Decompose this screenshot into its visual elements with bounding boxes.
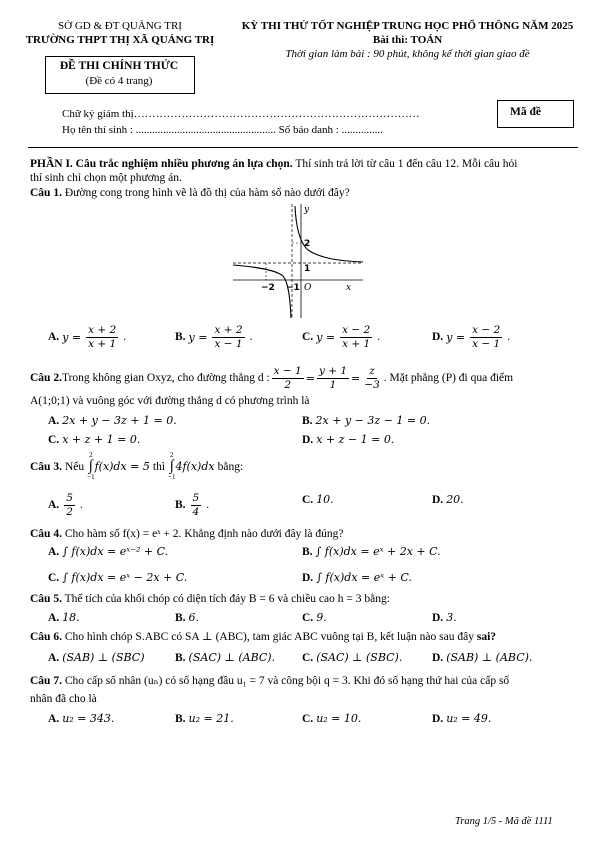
option-text: 20. (446, 493, 464, 506)
q1-option-c[interactable] (302, 325, 380, 349)
q1-option-d[interactable] (432, 325, 510, 349)
q2-frac-x (272, 366, 304, 390)
q2-frac-y-num: y + 1 (318, 365, 348, 377)
option-text: 9. (316, 611, 327, 624)
fraction-numerator: 5 (66, 492, 73, 504)
q3-lower-1: −1 (87, 473, 95, 481)
exam-title: KỲ THI THỬ TỐT NGHIỆP TRUNG HỌC PHỔ THÔNG NĂM 2025 (241, 20, 574, 32)
part1-title: PHẦN I. Câu trắc nghiệm nhiều phương án lựa chọn. (30, 158, 293, 170)
q1-option-b[interactable] (175, 325, 252, 349)
q4-option-d[interactable] (302, 571, 412, 584)
option-letter: C. (302, 493, 314, 506)
header-divider (28, 147, 578, 148)
q2-option-d[interactable] (302, 433, 394, 446)
q2-frac-z (362, 366, 381, 390)
q4-option-a[interactable] (48, 545, 168, 558)
q1-graph (228, 198, 368, 320)
q4-option-c[interactable] (48, 571, 187, 584)
official-label: ĐỀ THI CHÍNH THỨC (59, 60, 179, 72)
option-fraction (340, 325, 372, 349)
option-letter: C. (302, 712, 314, 725)
option-letter: D. (302, 433, 314, 446)
q3-option-a[interactable] (48, 493, 83, 517)
option-letter: D. (432, 651, 444, 664)
q6-option-c[interactable] (302, 651, 402, 664)
fraction-numerator: 5 (192, 492, 200, 504)
option-letter: B. (175, 611, 186, 624)
q3-option-c[interactable] (302, 493, 334, 506)
option-letter: A. (48, 651, 60, 664)
option-letter: B. (175, 331, 186, 343)
option-prefix: y = (188, 330, 208, 344)
option-suffix: . (507, 331, 511, 343)
fraction-numerator: x − 2 (342, 324, 371, 336)
q5-stem (30, 593, 390, 605)
option-fraction (191, 493, 202, 517)
header-school: TRƯỜNG THPT THỊ XÃ QUẢNG TRỊ (25, 34, 215, 46)
page-footer: Trang 1/5 - Mã đề 1111 (455, 816, 553, 827)
part1-line2: thí sinh chỉ chọn một phương án. (30, 172, 182, 184)
option-text: 2x + y − 3z − 1 = 0. (315, 414, 431, 427)
q6-option-b[interactable] (175, 651, 275, 664)
q4-option-b[interactable] (302, 545, 441, 558)
fraction-denominator: x − 1 (472, 337, 501, 350)
option-suffix: . (79, 499, 83, 511)
q4-stem (30, 528, 344, 540)
q2-stem (30, 366, 513, 390)
q2-frac-x-num: x − 1 (273, 365, 302, 377)
option-suffix: . (249, 331, 253, 343)
option-letter: C. (302, 651, 314, 664)
part1-instructions: Thí sinh trả lời từ câu 1 đến câu 12. Mỗi câu hỏi (292, 158, 518, 170)
option-fraction (86, 325, 118, 349)
q7-option-c[interactable] (302, 712, 361, 725)
q3-text-3: bằng: (217, 460, 244, 473)
option-letter: A. (48, 545, 60, 558)
q5-option-c[interactable] (302, 611, 327, 624)
option-text: x + z + 1 = 0. (62, 433, 141, 446)
q2-text-1: Trong không gian Oxyz, cho đường thẳng d : (61, 372, 270, 384)
q6-sai: sai? (476, 631, 497, 643)
integral-sign-icon: ∫ (169, 458, 174, 474)
exam-time: Thời gian làm bài : 90 phút, không kể thời gian giao đề (285, 48, 530, 60)
part1-heading (30, 158, 517, 170)
option-text: ∫ f(x)dx = eˣ + 2x + C. (315, 545, 441, 558)
option-fraction (212, 325, 244, 349)
q3-upper-2: 2 (170, 451, 174, 459)
option-suffix: . (123, 331, 127, 343)
fraction-denominator: x − 1 (214, 337, 243, 350)
q1-text: Đường cong trong hình vẽ là đồ thị của hàm số nào dưới đây? (61, 187, 350, 199)
q3-option-b[interactable] (175, 493, 209, 517)
option-text: u₂ = 343. (62, 712, 115, 725)
q3-label: Câu 3. (30, 460, 62, 473)
q7-option-b[interactable] (175, 712, 234, 725)
option-letter: B. (175, 499, 186, 511)
graph-origin: O (304, 283, 312, 293)
q3-upper-1: 2 (89, 451, 93, 459)
option-text: 3. (446, 611, 457, 624)
fraction-denominator: 4 (192, 505, 200, 518)
q3-integrand-2: 4f(x)dx (175, 460, 215, 473)
option-text: ∫ f(x)dx = eˣ − 2x + C. (62, 571, 188, 584)
graph-x-label: x (346, 283, 352, 293)
q2-frac-y-den: 1 (329, 378, 337, 391)
q3-integral-2 (168, 452, 215, 481)
fraction-numerator: x + 2 (88, 324, 117, 336)
option-text: u₂ = 10. (316, 712, 362, 725)
q6-option-d[interactable] (432, 651, 532, 664)
option-text: ∫ f(x)dx = eˣ⁻² + C. (62, 545, 169, 558)
option-letter: D. (432, 712, 444, 725)
option-letter: B. (175, 712, 186, 725)
option-letter: C. (48, 433, 60, 446)
fraction-denominator: x + 1 (342, 337, 371, 350)
option-text: 10. (316, 493, 334, 506)
q3-option-d[interactable] (432, 493, 464, 506)
exam-subject: Bài thi: TOÁN (372, 34, 443, 46)
q6-label: Câu 6. (30, 631, 62, 643)
option-letter: A. (48, 414, 60, 427)
q3-lower-2: −1 (168, 473, 176, 481)
q5-option-b[interactable] (175, 611, 199, 624)
q2-eq1: = (305, 371, 315, 385)
option-letter: B. (175, 651, 186, 664)
q7-line2: nhân đã cho là (30, 693, 97, 705)
q5-text: Thể tích của khối chóp có diện tích đáy B = 6 và chiều cao h = 3 bằng: (61, 593, 390, 605)
q1-option-a[interactable] (48, 325, 126, 349)
q2-label: Câu 2. (30, 372, 62, 384)
option-letter: B. (302, 545, 313, 558)
option-text: u₂ = 21. (188, 712, 234, 725)
fraction-denominator: x + 1 (88, 337, 117, 350)
option-text: x + z − 1 = 0. (316, 433, 395, 446)
option-letter: A. (48, 611, 60, 624)
integral-sign-icon: ∫ (88, 458, 93, 474)
option-suffix: . (377, 331, 381, 343)
q2-eq2: = (351, 371, 361, 385)
option-letter: B. (302, 414, 313, 427)
option-letter: D. (432, 331, 444, 343)
q2-frac-y (317, 366, 349, 390)
option-prefix: y = (62, 330, 82, 344)
option-text: ∫ f(x)dx = eˣ + C. (316, 571, 412, 584)
q5-option-a[interactable] (48, 611, 80, 624)
q2-option-c[interactable] (48, 433, 140, 446)
header-dept: SỞ GD & ĐT QUẢNG TRỊ (58, 20, 182, 32)
q3-bounds-1 (87, 452, 94, 481)
q3-integral-1 (87, 452, 150, 481)
graph-label-neg1: −1 (286, 283, 300, 293)
fraction-numerator: x − 2 (472, 324, 501, 336)
option-letter: A. (48, 712, 60, 725)
fraction-denominator: 2 (66, 505, 73, 518)
q7-text: Cho cấp số nhân (uₙ) có số hạng đầu u₁ = 7 và công bội q = 3. Khi đó số hạng thứ hai của cấp số (61, 675, 510, 687)
q5-label: Câu 5. (30, 593, 62, 605)
q7-option-d[interactable] (432, 712, 491, 725)
option-fraction (470, 325, 502, 349)
q3-stem (30, 452, 243, 481)
q2-option-b[interactable] (302, 414, 430, 427)
option-text: (SAB) ⊥ (SBC) (62, 651, 145, 664)
option-text: 6. (188, 611, 200, 624)
q4-label: Câu 4. (30, 528, 62, 540)
option-text: (SAB) ⊥ (ABC). (446, 651, 533, 664)
option-letter: D. (432, 611, 444, 624)
q7-option-a[interactable] (48, 712, 114, 725)
q2-frac-z-den: −3 (364, 378, 380, 391)
graph-y-label: y (304, 205, 310, 215)
exam-code-label: Mã đề (510, 106, 541, 118)
proctor-signature: Chữ ký giám thị…………………………………………………………………… (62, 108, 420, 120)
fraction-numerator: x + 2 (214, 324, 243, 336)
page-count: (Đề có 4 trang) (85, 75, 153, 87)
q3-integrand-1: f(x)dx = 5 (94, 460, 150, 473)
option-letter: A. (48, 331, 60, 343)
q6-text: Cho hình chóp S.ABC có SA ⊥ (ABC), tam giác ABC vuông tại B, kết luận nào sau đây (61, 631, 474, 643)
graph-label-2: 2 (304, 239, 311, 249)
option-letter: C. (302, 611, 314, 624)
q2-text-2: . Mặt phẳng (P) đi qua điểm (383, 372, 514, 384)
q2-frac-z-num: z (369, 365, 375, 377)
candidate-info: Họ tên thí sinh : ................................................... Số báo danh : ............... (62, 124, 383, 136)
option-letter: C. (48, 571, 60, 584)
option-suffix: . (206, 499, 210, 511)
option-letter: C. (302, 331, 314, 343)
q2-frac-x-den: 2 (284, 378, 292, 391)
option-letter: D. (432, 493, 444, 506)
graph-label-1: 1 (304, 264, 311, 274)
option-letter: D. (302, 571, 314, 584)
q6-option-a[interactable] (48, 651, 145, 664)
option-prefix: y = (316, 330, 336, 344)
q4-text: Cho hàm số f(x) = eˣ + 2. Khẳng định nào dưới đây là đúng? (61, 528, 344, 540)
option-letter: A. (48, 499, 60, 511)
option-text: 18. (62, 611, 80, 624)
q2-line2: A(1;0;1) và vuông góc với đường thẳng d có phương trình là (30, 395, 310, 407)
graph-label-neg2: −2 (261, 283, 275, 293)
option-text: (SAC) ⊥ (ABC). (188, 651, 276, 664)
option-prefix: y = (446, 330, 466, 344)
q2-option-a[interactable] (48, 414, 177, 427)
q5-option-d[interactable] (432, 611, 457, 624)
q3-text-1: Nếu (64, 460, 85, 473)
option-text: u₂ = 49. (446, 712, 492, 725)
option-fraction (64, 493, 75, 517)
option-text: 2x + y − 3z + 1 = 0. (62, 414, 177, 427)
q6-stem (30, 629, 496, 643)
q7-label: Câu 7. (30, 675, 62, 687)
option-text: (SAC) ⊥ (SBC). (316, 651, 403, 664)
q7-stem (30, 673, 509, 687)
q3-text-2: thì (152, 460, 166, 473)
q1-label: Câu 1. (30, 187, 62, 199)
